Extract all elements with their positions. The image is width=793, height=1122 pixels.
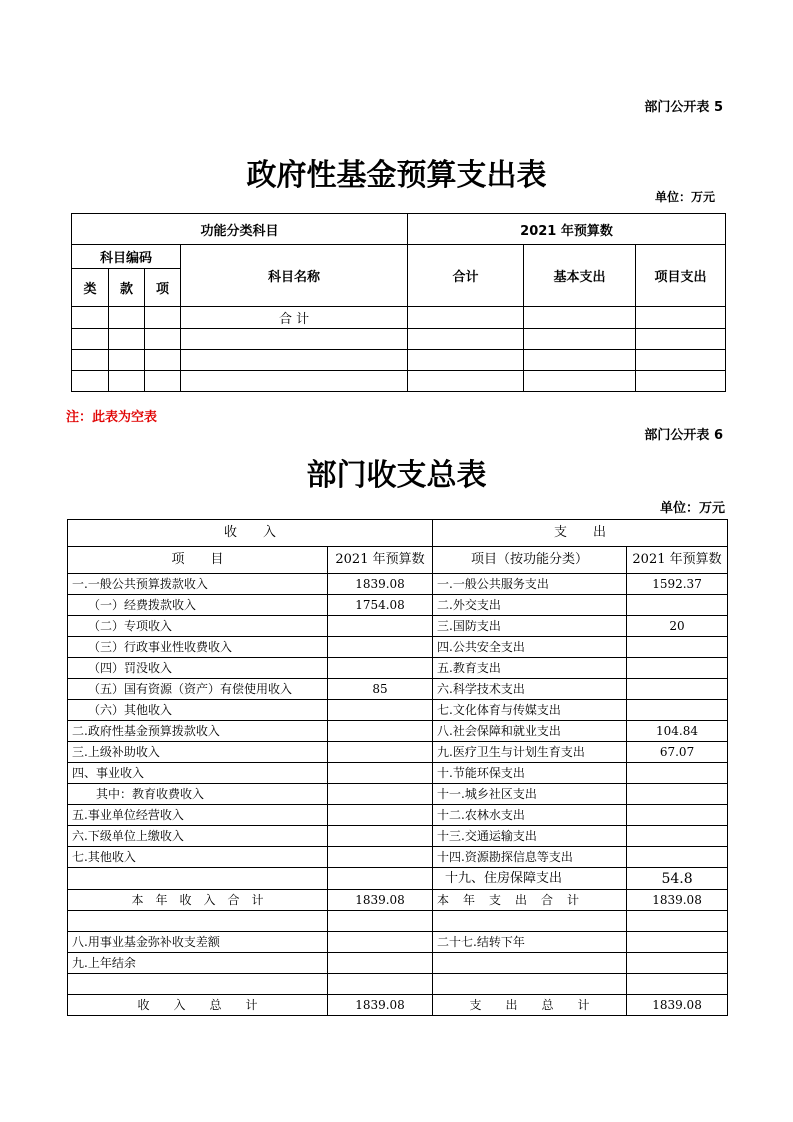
income-expense-summary-table <box>67 519 728 1016</box>
table-row <box>68 953 728 974</box>
income-value <box>328 616 433 637</box>
expense-item: 十一.城乡社区支出 <box>433 784 627 805</box>
income-value <box>328 868 433 890</box>
income-value <box>328 763 433 784</box>
table-row <box>68 742 728 763</box>
header-lei: 类 <box>72 269 109 307</box>
table-row <box>68 890 728 911</box>
expense-value <box>627 805 728 826</box>
expense-item: 五.教育支出 <box>433 658 627 679</box>
page-title-5: 政府性基金预算支出表 <box>246 158 547 193</box>
table-row <box>68 616 728 637</box>
expense-item: 九.医疗卫生与计划生育支出 <box>433 742 627 763</box>
income-item: （五）国有资源（资产）有偿使用收入 <box>68 679 328 700</box>
expense-item: 十三.交通运输支出 <box>433 826 627 847</box>
table-row <box>68 574 728 595</box>
table-row <box>68 932 728 953</box>
expense-item: 十九、住房保障支出 <box>433 868 627 890</box>
income-item: 三.上级补助收入 <box>68 742 328 763</box>
income-value <box>328 805 433 826</box>
col-expense-budget: 2021 年预算数 <box>627 547 728 574</box>
income-item: （三）行政事业性收费收入 <box>68 637 328 658</box>
header-project-expense: 项目支出 <box>636 245 726 307</box>
expense-header: 支 出 <box>433 520 728 547</box>
year-income-total-value: 1839.08 <box>328 890 433 911</box>
income-header: 收 入 <box>68 520 433 547</box>
expense-value <box>627 637 728 658</box>
expense-item: 三.国防支出 <box>433 616 627 637</box>
table-row <box>68 679 728 700</box>
header-subject-name: 科目名称 <box>181 245 408 307</box>
table-row <box>68 700 728 721</box>
header-total: 合计 <box>408 245 524 307</box>
income-value <box>328 847 433 868</box>
income-value <box>328 742 433 763</box>
header-kuan: 款 <box>109 269 145 307</box>
grand-expense-total-value: 1839.08 <box>627 995 728 1016</box>
expense-item: 十二.农林水支出 <box>433 805 627 826</box>
income-value <box>328 826 433 847</box>
grand-income-total-value: 1839.08 <box>328 995 433 1016</box>
header-xiang: 项 <box>145 269 181 307</box>
expense-item: 一.一般公共服务支出 <box>433 574 627 595</box>
income-value: 1839.08 <box>328 574 433 595</box>
income-value <box>328 721 433 742</box>
col-income-budget: 2021 年预算数 <box>328 547 433 574</box>
expense-item: 六.科学技术支出 <box>433 679 627 700</box>
expense-value <box>627 679 728 700</box>
expense-value: 104.84 <box>627 721 728 742</box>
income-item: 五.事业单位经营收入 <box>68 805 328 826</box>
year-income-total-label: 本 年 收 入 合 计 <box>68 890 328 911</box>
table-row <box>68 658 728 679</box>
expense-item: 八.社会保障和就业支出 <box>433 721 627 742</box>
page-title-6: 部门收支总表 <box>306 458 487 493</box>
income-item: 其中：教育收费收入 <box>68 784 328 805</box>
unit-label-6: 单位：万元 <box>659 501 725 516</box>
col-income-item: 项 目 <box>68 547 328 574</box>
income-item: （四）罚没收入 <box>68 658 328 679</box>
expense-value: 54.8 <box>627 868 728 890</box>
expense-value <box>627 847 728 868</box>
income-item: （六）其他收入 <box>68 700 328 721</box>
income-item: 六.下级单位上缴收入 <box>68 826 328 847</box>
prev-year-balance-label: 九.上年结余 <box>68 953 328 974</box>
income-value: 85 <box>328 679 433 700</box>
income-item: （二）专项收入 <box>68 616 328 637</box>
income-item <box>68 868 328 890</box>
header-basic-expense: 基本支出 <box>524 245 636 307</box>
header-func-category: 功能分类科目 <box>72 214 408 245</box>
table-row <box>68 974 728 995</box>
expense-item: 四.公共安全支出 <box>433 637 627 658</box>
income-item: 七.其他收入 <box>68 847 328 868</box>
expense-value <box>627 784 728 805</box>
table-row <box>68 784 728 805</box>
income-item: 四、事业收入 <box>68 763 328 784</box>
expense-value <box>627 763 728 784</box>
table-number-5: 部门公开表 5 <box>644 100 723 115</box>
income-item: 二.政府性基金预算拨款收入 <box>68 721 328 742</box>
table-row <box>68 637 728 658</box>
expense-value: 1592.37 <box>627 574 728 595</box>
year-expense-total-value: 1839.08 <box>627 890 728 911</box>
table-row <box>68 595 728 616</box>
table-number-6: 部门公开表 6 <box>644 428 723 443</box>
expense-item: 二.外交支出 <box>433 595 627 616</box>
table-row <box>68 868 728 890</box>
expense-value <box>627 826 728 847</box>
expense-item: 十.节能环保支出 <box>433 763 627 784</box>
expense-item: 七.文化体育与传媒支出 <box>433 700 627 721</box>
income-item: （一）经费拨款收入 <box>68 595 328 616</box>
expense-value <box>627 595 728 616</box>
expense-value <box>627 658 728 679</box>
expense-item: 十四.资源勘探信息等支出 <box>433 847 627 868</box>
header-budget-2021: 2021 年预算数 <box>408 214 726 245</box>
income-value <box>328 700 433 721</box>
income-value <box>328 637 433 658</box>
expense-value: 20 <box>627 616 728 637</box>
table-row <box>68 763 728 784</box>
fund-balance-label: 八.用事业基金弥补收支差额 <box>68 932 328 953</box>
income-item: 一.一般公共预算拨款收入 <box>68 574 328 595</box>
table-row <box>68 721 728 742</box>
table-row <box>68 911 728 932</box>
col-expense-item: 项目（按功能分类） <box>433 547 627 574</box>
carry-forward-label: 二十七.结转下年 <box>433 932 627 953</box>
total-row-label: 合 计 <box>181 307 408 329</box>
grand-expense-total-label: 支 出 总 计 <box>433 995 627 1016</box>
expense-value: 67.07 <box>627 742 728 763</box>
income-value: 1754.08 <box>328 595 433 616</box>
grand-income-total-label: 收 入 总 计 <box>68 995 328 1016</box>
income-value <box>328 784 433 805</box>
table-row <box>68 826 728 847</box>
table-row <box>68 847 728 868</box>
expense-value <box>627 700 728 721</box>
year-expense-total-label: 本 年 支 出 合 计 <box>433 890 627 911</box>
table-row <box>68 805 728 826</box>
header-subject-code: 科目编码 <box>72 245 181 269</box>
empty-table-note: 注：此表为空表 <box>66 410 158 425</box>
gov-fund-expense-table <box>71 213 726 392</box>
table-row <box>68 995 728 1016</box>
unit-label-5: 单位：万元 <box>654 190 715 204</box>
income-value <box>328 658 433 679</box>
